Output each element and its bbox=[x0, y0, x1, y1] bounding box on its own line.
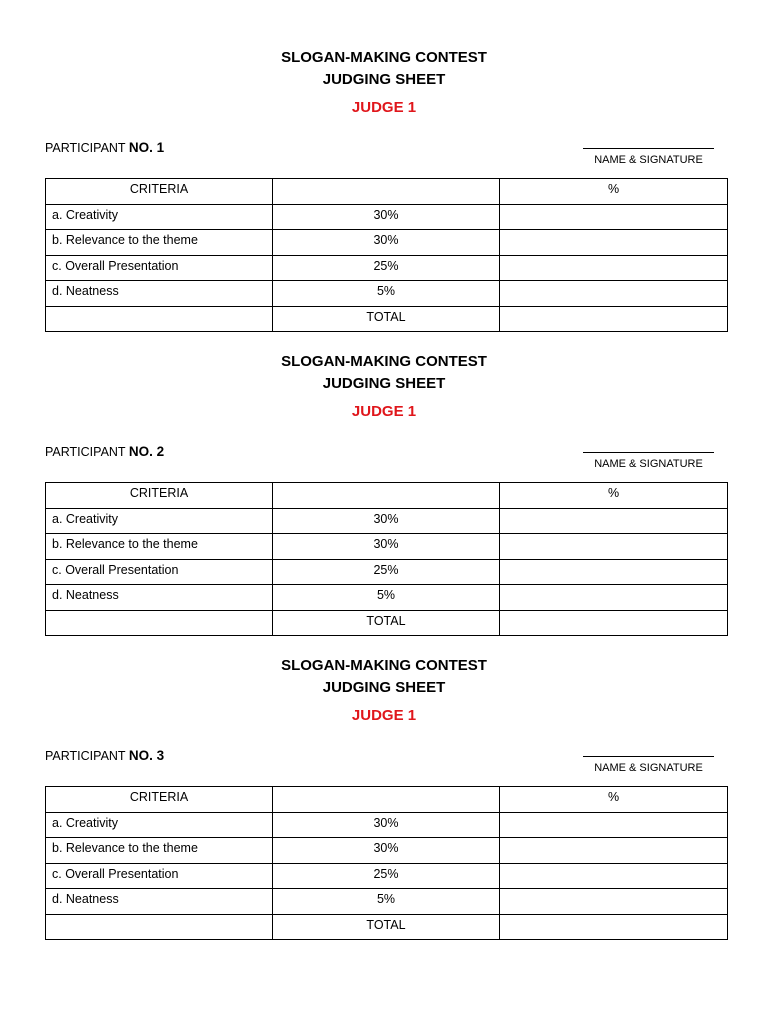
contest-title: SLOGAN-MAKING CONTEST bbox=[281, 49, 487, 66]
table-row bbox=[46, 889, 728, 915]
participant-prefix: PARTICIPANT bbox=[45, 445, 126, 459]
participant-label bbox=[45, 140, 164, 155]
score-cell[interactable] bbox=[500, 812, 728, 838]
participant-number: NO. 3 bbox=[128, 748, 165, 763]
table-row bbox=[46, 281, 728, 307]
weight-cell: 30% bbox=[273, 508, 500, 534]
criterion-cell: b. Relevance to the theme bbox=[46, 838, 273, 864]
criterion-cell: c. Overall Presentation bbox=[46, 863, 273, 889]
table-row bbox=[46, 534, 728, 560]
judging-sheet-3 bbox=[0, 608, 768, 932]
criterion-cell: a. Creativity bbox=[46, 508, 273, 534]
total-label: TOTAL bbox=[273, 914, 500, 940]
weight-cell: 5% bbox=[273, 585, 500, 611]
table-row bbox=[46, 204, 728, 230]
signature-label: NAME & SIGNATURE bbox=[594, 154, 703, 166]
weight-cell: 30% bbox=[273, 204, 500, 230]
criteria-header: CRITERIA bbox=[46, 179, 273, 205]
criterion-cell: b. Relevance to the theme bbox=[46, 230, 273, 256]
criterion-cell: a. Creativity bbox=[46, 812, 273, 838]
criterion-cell: c. Overall Presentation bbox=[46, 559, 273, 585]
criteria-header: CRITERIA bbox=[46, 483, 273, 509]
table-header-row bbox=[46, 787, 728, 813]
score-cell[interactable] bbox=[500, 863, 728, 889]
criterion-cell: c. Overall Presentation bbox=[46, 255, 273, 281]
weight-cell: 30% bbox=[273, 230, 500, 256]
total-label: TOTAL bbox=[273, 610, 500, 636]
signature-line bbox=[583, 756, 714, 757]
score-cell[interactable] bbox=[500, 559, 728, 585]
signature-label: NAME & SIGNATURE bbox=[594, 762, 703, 774]
judge-label: JUDGE 1 bbox=[351, 403, 417, 420]
table-row bbox=[46, 585, 728, 611]
participant-prefix: PARTICIPANT bbox=[45, 141, 126, 155]
weight-cell: 25% bbox=[273, 559, 500, 585]
weight-header bbox=[273, 179, 500, 205]
score-cell[interactable] bbox=[500, 838, 728, 864]
sheet-title: JUDGING SHEET bbox=[322, 375, 446, 392]
criterion-cell: d. Neatness bbox=[46, 889, 273, 915]
criterion-cell: a. Creativity bbox=[46, 204, 273, 230]
total-score-cell[interactable] bbox=[500, 914, 728, 940]
weight-cell: 30% bbox=[273, 838, 500, 864]
table-row bbox=[46, 559, 728, 585]
percent-header: % bbox=[500, 483, 728, 509]
criterion-cell: d. Neatness bbox=[46, 281, 273, 307]
participant-number: NO. 1 bbox=[128, 140, 165, 155]
score-cell[interactable] bbox=[500, 255, 728, 281]
contest-title: SLOGAN-MAKING CONTEST bbox=[281, 657, 487, 674]
total-label: TOTAL bbox=[273, 306, 500, 332]
score-cell[interactable] bbox=[500, 230, 728, 256]
weight-cell: 5% bbox=[273, 889, 500, 915]
weight-cell: 30% bbox=[273, 812, 500, 838]
weight-header bbox=[273, 483, 500, 509]
sheet-title: JUDGING SHEET bbox=[322, 71, 446, 88]
participant-prefix: PARTICIPANT bbox=[45, 749, 126, 763]
judging-sheet-1 bbox=[0, 0, 768, 324]
contest-title: SLOGAN-MAKING CONTEST bbox=[281, 353, 487, 370]
judge-label: JUDGE 1 bbox=[351, 99, 417, 116]
weight-cell: 25% bbox=[273, 255, 500, 281]
participant-label bbox=[45, 748, 164, 763]
percent-header: % bbox=[500, 179, 728, 205]
weight-cell: 5% bbox=[273, 281, 500, 307]
judge-label: JUDGE 1 bbox=[351, 707, 417, 724]
table-row bbox=[46, 863, 728, 889]
table-row bbox=[46, 508, 728, 534]
weight-cell: 25% bbox=[273, 863, 500, 889]
judging-sheet-2 bbox=[0, 304, 768, 628]
table-row bbox=[46, 230, 728, 256]
score-cell[interactable] bbox=[500, 585, 728, 611]
weight-cell: 30% bbox=[273, 534, 500, 560]
table-row bbox=[46, 838, 728, 864]
total-row bbox=[46, 914, 728, 940]
sheet-title: JUDGING SHEET bbox=[322, 679, 446, 696]
criteria-table bbox=[45, 786, 728, 940]
score-cell[interactable] bbox=[500, 281, 728, 307]
table-row bbox=[46, 255, 728, 281]
table-row bbox=[46, 812, 728, 838]
score-cell[interactable] bbox=[500, 889, 728, 915]
signature-line bbox=[583, 452, 714, 453]
score-cell[interactable] bbox=[500, 508, 728, 534]
criteria-header: CRITERIA bbox=[46, 787, 273, 813]
criterion-cell: d. Neatness bbox=[46, 585, 273, 611]
signature-label: NAME & SIGNATURE bbox=[594, 458, 703, 470]
table-header-row bbox=[46, 483, 728, 509]
criterion-cell: b. Relevance to the theme bbox=[46, 534, 273, 560]
participant-label bbox=[45, 444, 164, 459]
participant-number: NO. 2 bbox=[128, 444, 165, 459]
score-cell[interactable] bbox=[500, 534, 728, 560]
percent-header: % bbox=[500, 787, 728, 813]
empty-cell bbox=[46, 914, 273, 940]
score-cell[interactable] bbox=[500, 204, 728, 230]
weight-header bbox=[273, 787, 500, 813]
table-header-row bbox=[46, 179, 728, 205]
signature-line bbox=[583, 148, 714, 149]
